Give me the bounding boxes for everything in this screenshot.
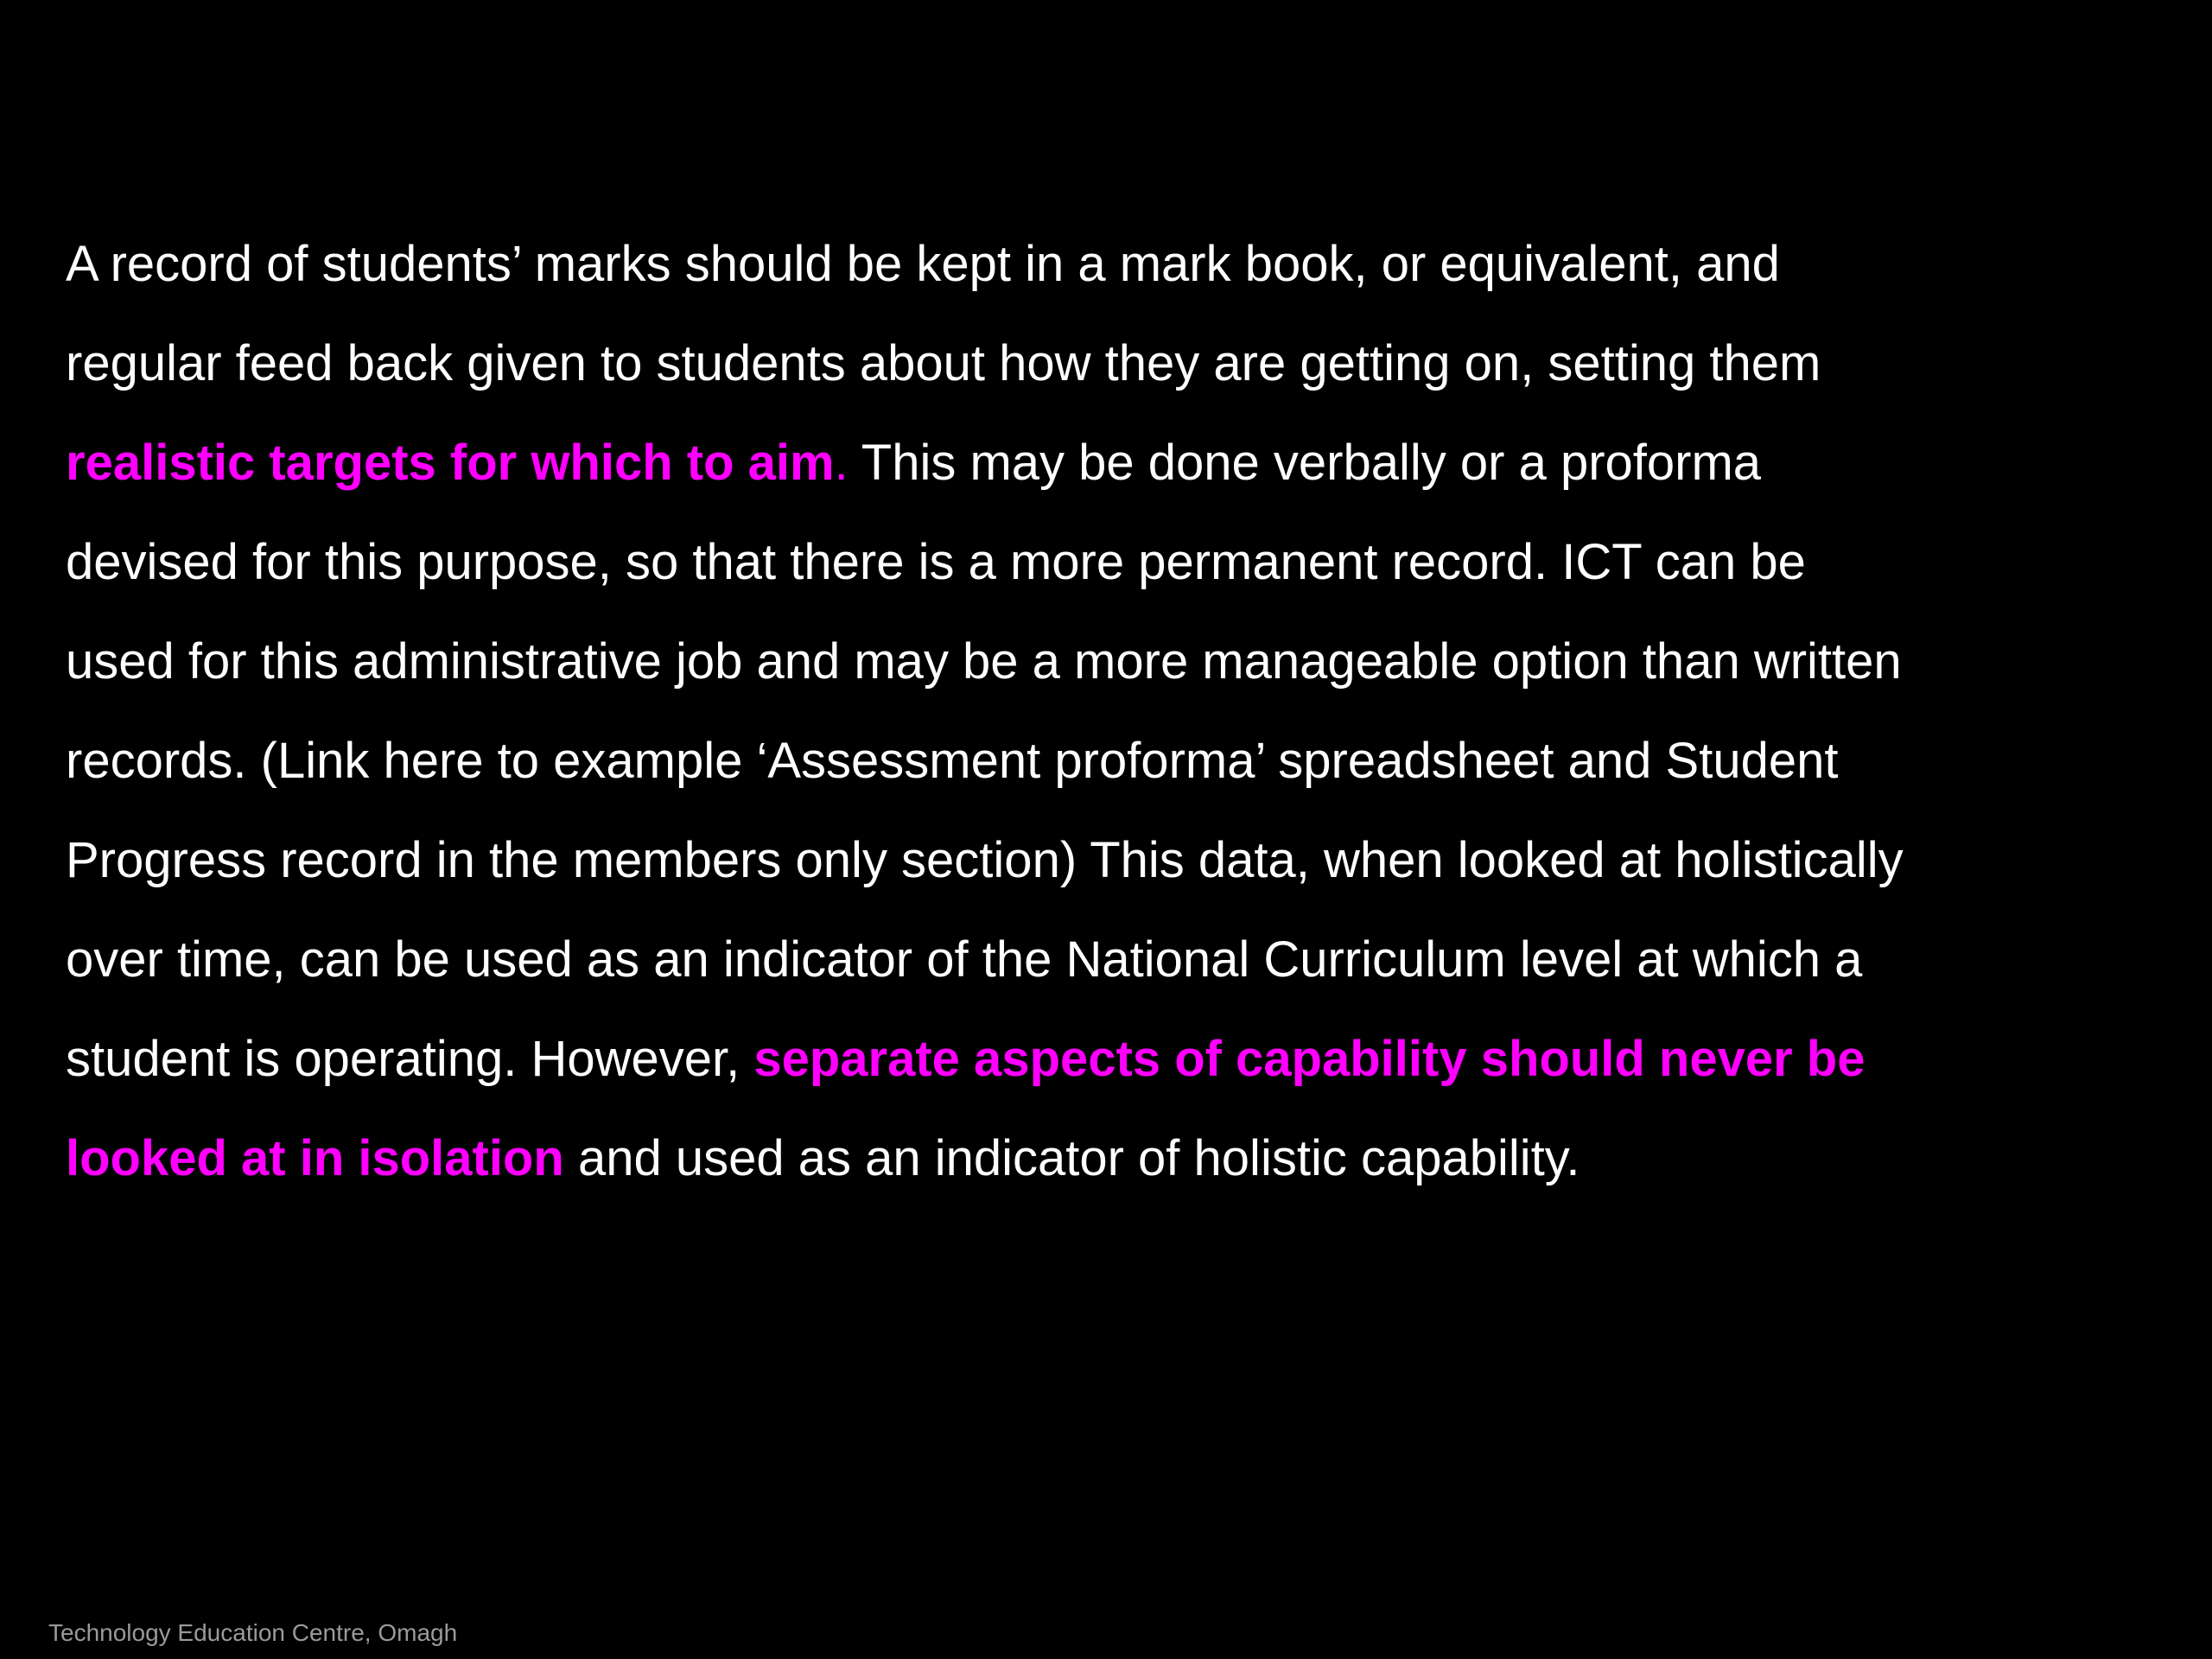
paragraph-text: regular feed back given to students about how they are getting on, setting them — [66, 335, 1821, 391]
paragraph-line-6 — [66, 711, 2174, 810]
highlight-isolation: looked at in isolation — [66, 1130, 564, 1186]
paragraph-text: A record of students’ marks should be kept in a mark book, or equivalent, and — [66, 236, 1780, 292]
highlight-separate-aspects: separate aspects of capability should never be — [753, 1031, 1866, 1087]
paragraph-line-8 — [66, 910, 2174, 1009]
paragraph-text: This may be done verbally or a proforma — [848, 435, 1762, 491]
paragraph-line-2 — [66, 314, 2174, 413]
paragraph-line-9 — [66, 1009, 2174, 1109]
paragraph-line-4 — [66, 512, 2174, 612]
paragraph-line-5 — [66, 612, 2174, 711]
highlight-period: . — [834, 435, 849, 491]
paragraph-text: Progress record in the members only section) This data, when looked at holistically — [66, 832, 1904, 888]
paragraph-line-10 — [66, 1109, 2174, 1208]
paragraph-line-3 — [66, 413, 2174, 512]
footer-credit: Technology Education Centre, Omagh — [48, 1619, 458, 1646]
paragraph-text: used for this administrative job and may be a more manageable option than written — [66, 633, 1902, 690]
body-paragraph — [66, 214, 2174, 1208]
paragraph-line-1 — [66, 214, 2174, 314]
paragraph-line-7 — [66, 810, 2174, 910]
paragraph-text: and used as an indicator of holistic capability. — [563, 1130, 1580, 1186]
paragraph-text: records. (Link here to example ‘Assessment proforma’ spreadsheet and Student — [66, 733, 1839, 789]
highlight-realistic-targets: realistic targets for which to aim — [66, 435, 835, 491]
paragraph-text: devised for this purpose, so that there is a more permanent record. ICT can be — [66, 534, 1806, 590]
paragraph-text: student is operating. However, — [66, 1031, 754, 1087]
paragraph-text: over time, can be used as an indicator of the National Curriculum level at which a — [66, 931, 1863, 988]
